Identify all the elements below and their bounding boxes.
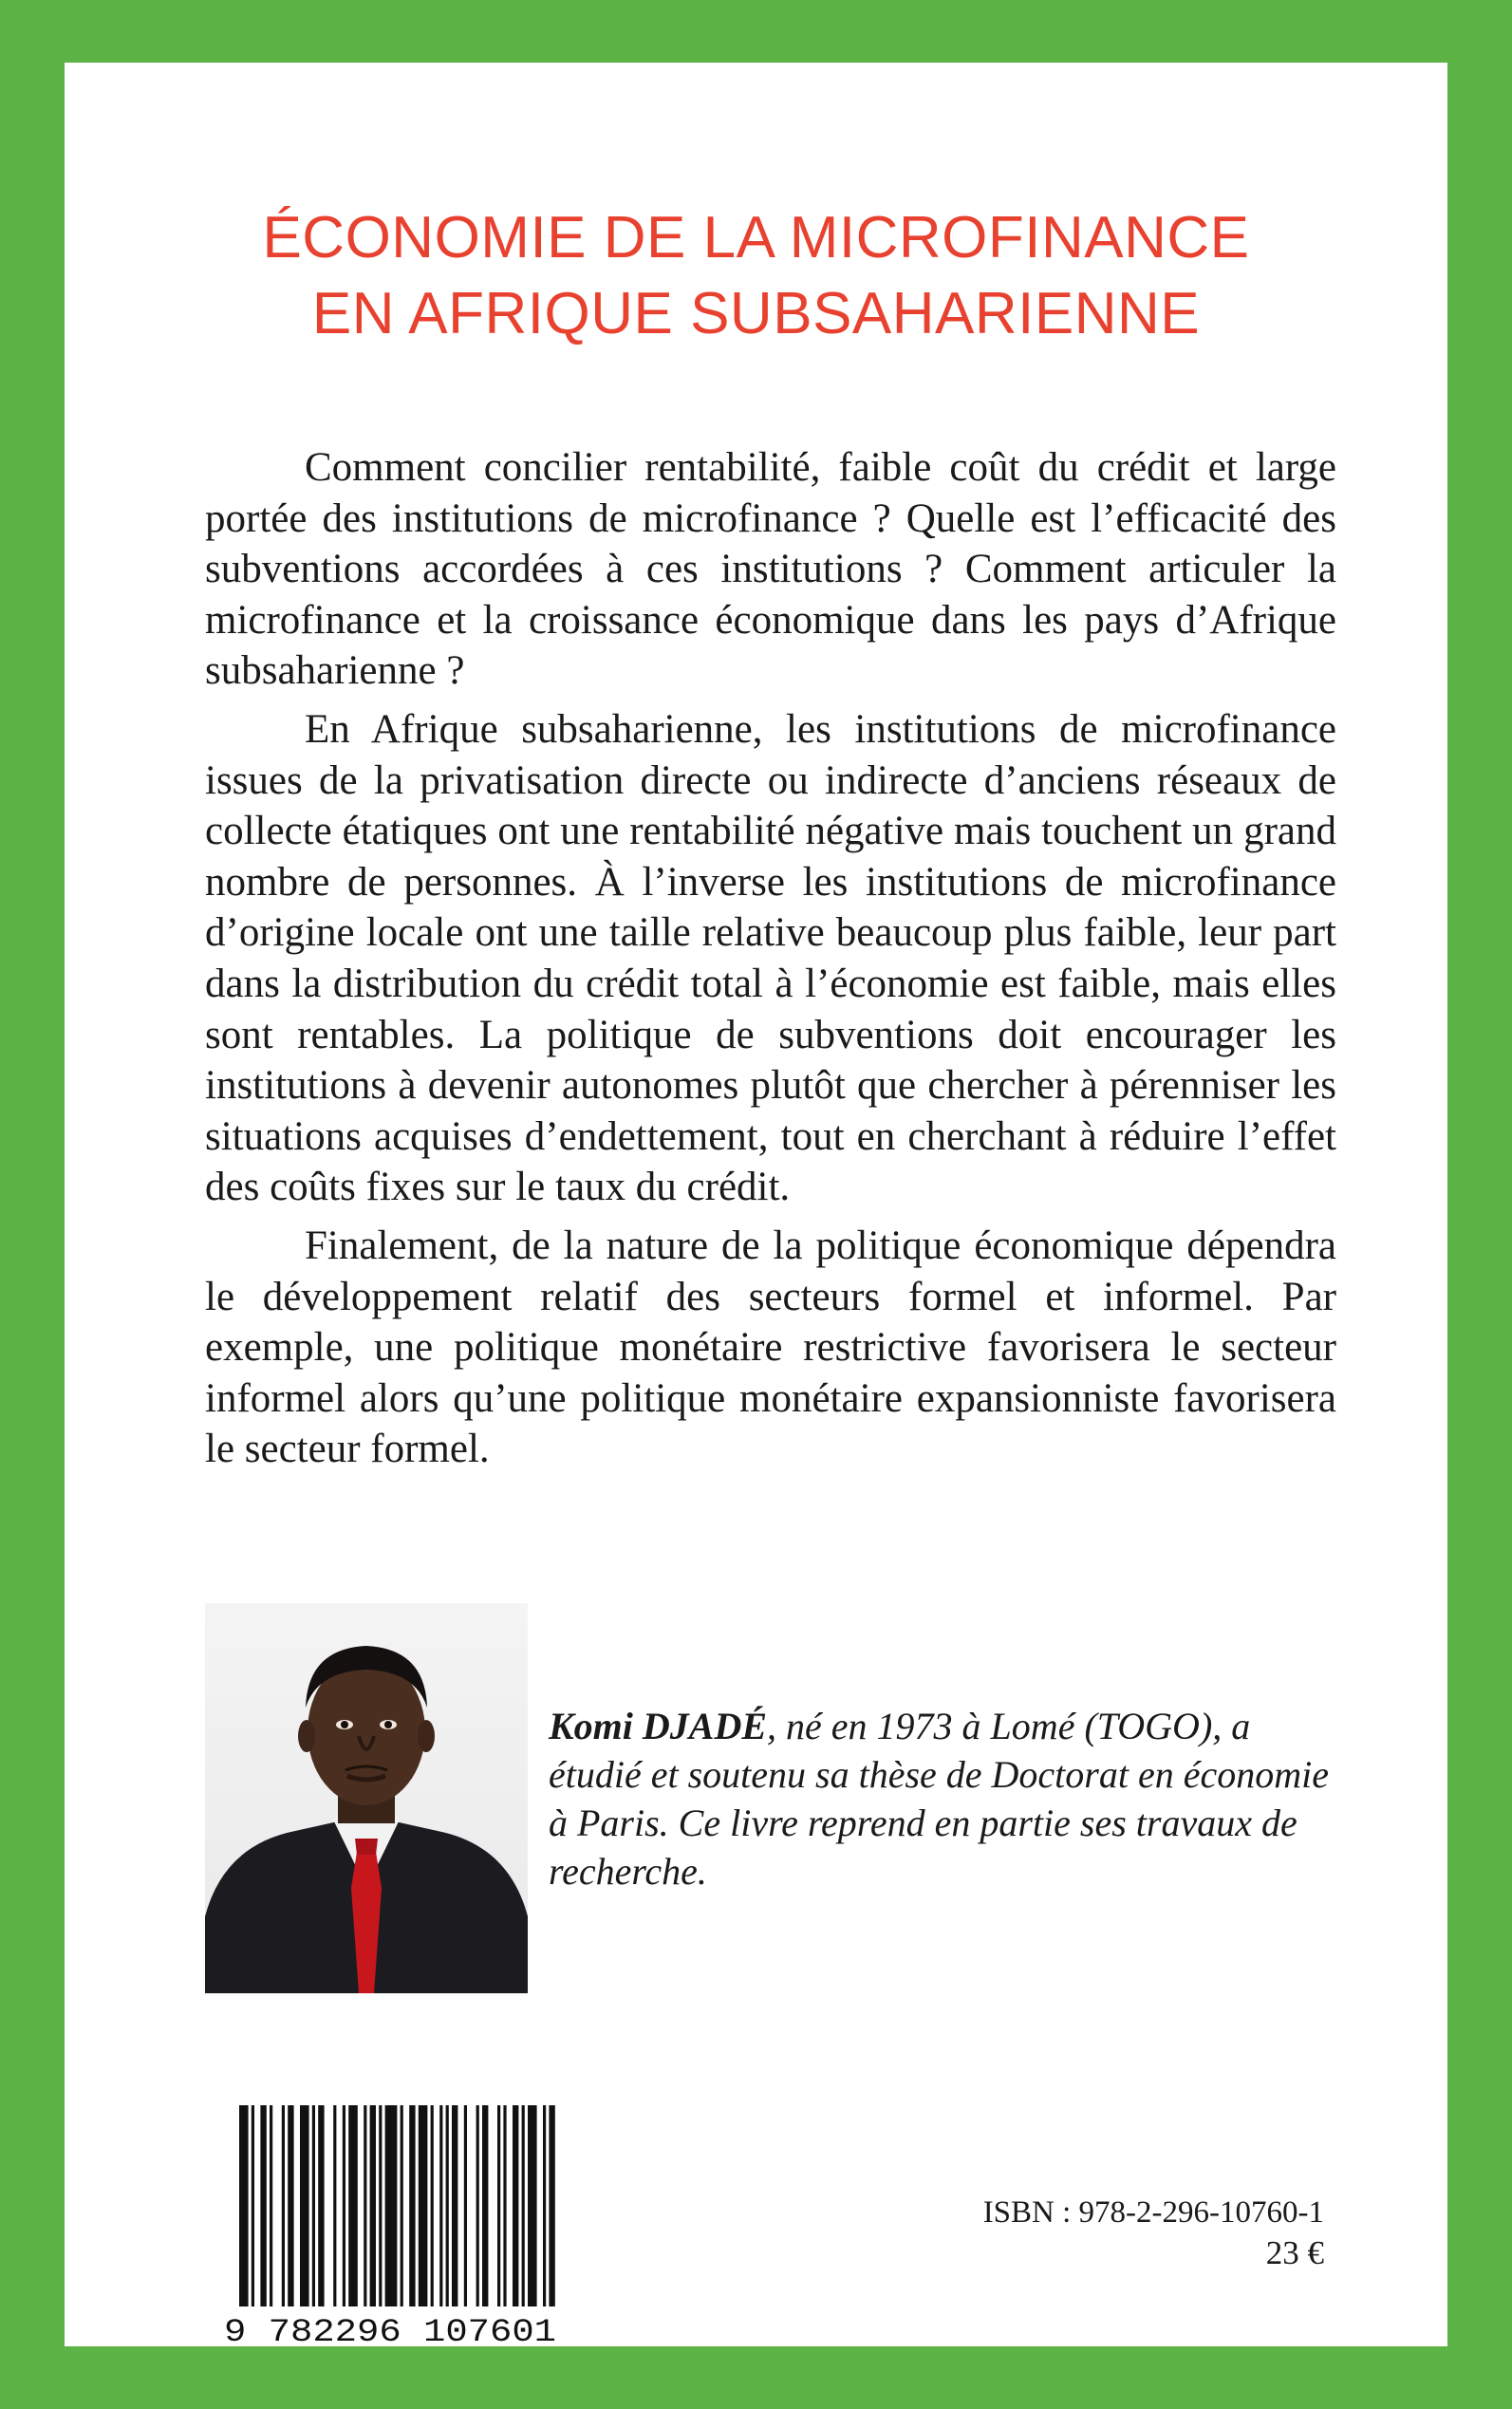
- barcode-bar: [252, 2105, 254, 2306]
- barcode-bar: [522, 2105, 525, 2306]
- barcode-bar: [543, 2105, 546, 2306]
- barcode-bar: [312, 2105, 315, 2306]
- barcode-bar: [446, 2105, 449, 2306]
- author-name: Komi DJADÉ: [549, 1705, 768, 1747]
- barcode-bar: [419, 2105, 428, 2306]
- barcode-bar: [379, 2105, 382, 2306]
- summary-text: [205, 442, 1336, 1475]
- price: 23 €: [1265, 2234, 1324, 2271]
- barcode-bar: [282, 2105, 285, 2306]
- barcode-bar: [513, 2105, 518, 2306]
- barcode-bar: [370, 2105, 376, 2306]
- barcode-bar: [333, 2105, 336, 2306]
- isbn-barcode: [222, 2105, 559, 2347]
- paragraph-2: En Afrique subsaharienne, les institutions de microfinance issues de la privatisation directe ou indirecte d’anciens réseaux de collecte étatiques ont une rentabilité négative mais touchent un grand nombre de personnes. À l’inverse les institutions de microfinance d’origine locale ont une taille relative beaucoup plus faible, leur part dans la distribution du crédit total à l’économie est faible, mais elles sont rentables. La politique de subventions doit encourager les institutions à devenir autonomes plutôt que chercher à pérenniser les situations acquises d’endettement, tout en cherchant à réduire l’effet des coûts fixes sur le taux du crédit.: [205, 706, 1336, 1210]
- barcode-bar: [528, 2105, 537, 2306]
- title-line-2: EN AFRIQUE SUBSAHARIENNE: [311, 281, 1201, 346]
- isbn-number: ISBN : 978-2-296-10760-1: [982, 2195, 1324, 2230]
- barcode-bar: [288, 2105, 293, 2306]
- barcode-bar: [452, 2105, 457, 2306]
- barcode-bar: [497, 2105, 500, 2306]
- back-cover: [65, 63, 1447, 2346]
- barcode-bar: [260, 2105, 266, 2306]
- barcode-bar: [439, 2105, 442, 2306]
- author-bio: [549, 1702, 1346, 1895]
- barcode-bar: [401, 2105, 403, 2306]
- barcode-bar: [476, 2105, 479, 2306]
- barcode-bar: [549, 2105, 554, 2306]
- barcode-bar: [431, 2105, 434, 2306]
- author-photo: [205, 1603, 528, 1993]
- barcode-bar: [385, 2105, 398, 2306]
- barcode-bar: [482, 2105, 488, 2306]
- barcode-digits: 9 782296 107601: [224, 2315, 556, 2347]
- barcode-bar: [343, 2105, 345, 2306]
- author-bio-text: , né en 1973 à Lomé (TOGO), a étudié et soutenu sa thèse de Doctorat en économie à Paris. Ce livre reprend en partie ses travaux de recherche.: [549, 1705, 1329, 1893]
- barcode-bar: [239, 2105, 249, 2306]
- barcode-bar: [503, 2105, 506, 2306]
- paragraph-1: Comment concilier rentabilité, faible coût du crédit et large portée des institutions de microfinance ? Quelle est l’efficacité des subventions accordées à ces institutions ? Comment articuler la microfinance et la croissance économique dans les pays d’Afrique subsaharienne ?: [205, 445, 1336, 694]
- paragraph-3: Finalement, de la nature de la politique économique dépendra le développement relatif des secteurs formel et informel. Par exemple, une politique monétaire restrictive favorisera le secteur informel alors qu’une politique monétaire expansionniste favorisera le secteur formel.: [205, 1223, 1336, 1472]
- title-line-1: ÉCONOMIE DE LA MICROFINANCE: [262, 205, 1250, 271]
- barcode-bar: [270, 2105, 272, 2306]
- barcode-bar: [364, 2105, 366, 2306]
- book-title: [65, 200, 1447, 352]
- barcode-bar: [300, 2105, 309, 2306]
- barcode-bar: [464, 2105, 467, 2306]
- barcode-bar: [348, 2105, 358, 2306]
- barcode-bar: [409, 2105, 415, 2306]
- barcode-bar: [318, 2105, 324, 2306]
